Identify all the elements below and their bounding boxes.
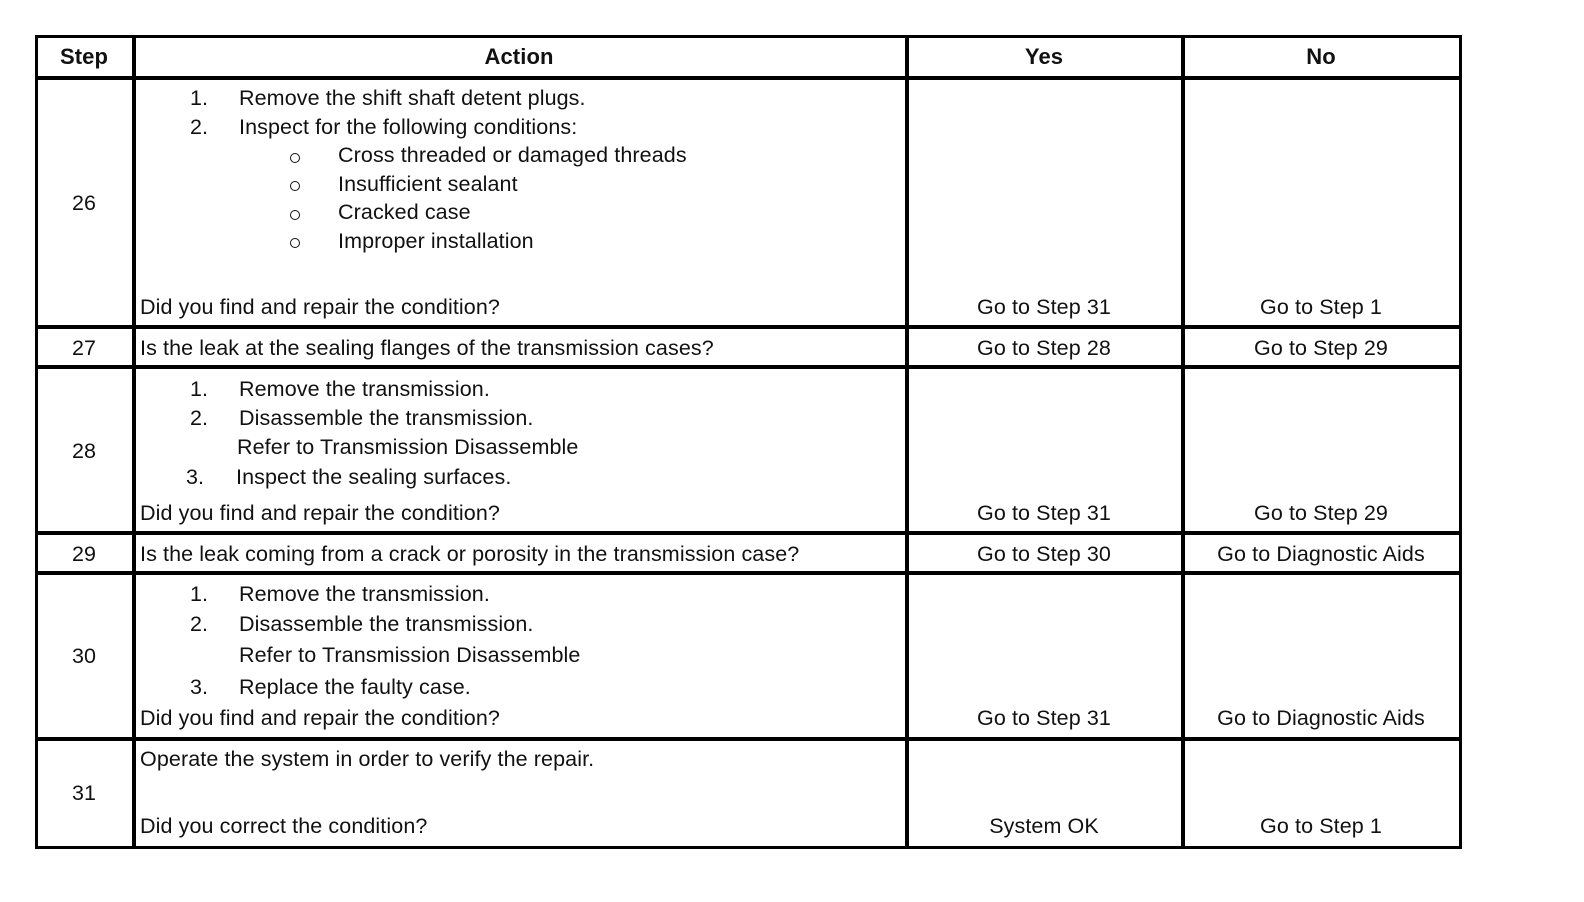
header-action: Action	[484, 44, 554, 69]
item-number: 2.	[190, 115, 209, 139]
sub-item-text: Cracked case	[338, 200, 471, 224]
yes-cell: Go to Step 30	[977, 542, 1111, 566]
step-number: 29	[71, 542, 97, 566]
sub-item-text: Cross threaded or damaged threads	[338, 143, 687, 167]
step-number: 30	[71, 644, 97, 668]
hollow-bullet-icon	[290, 210, 300, 220]
step-number: 26	[71, 191, 97, 215]
yes-cell: Go to Step 31	[977, 501, 1111, 525]
item-text: Replace the faulty case.	[239, 675, 471, 699]
row-divider	[38, 76, 1459, 80]
row-divider	[38, 737, 1459, 741]
step-number: 27	[71, 336, 97, 360]
sub-item-text: Insufficient sealant	[338, 172, 518, 196]
item-number: 1.	[190, 582, 209, 606]
row-divider	[38, 365, 1459, 369]
item-number: 2.	[190, 612, 209, 636]
yes-cell: Go to Step 31	[977, 295, 1111, 319]
item-text: Inspect the sealing surfaces.	[236, 465, 512, 489]
column-divider	[1181, 38, 1185, 846]
item-text: Remove the transmission.	[239, 582, 490, 606]
step-number: 31	[71, 781, 97, 805]
item-text: Refer to Transmission Disassemble	[239, 643, 581, 667]
sub-item-text: Improper installation	[338, 229, 534, 253]
question-text: Did you find and repair the condition?	[140, 501, 500, 525]
item-number: 3.	[190, 675, 209, 699]
intro-text: Operate the system in order to verify the repair.	[140, 747, 595, 771]
item-text: Inspect for the following conditions:	[239, 115, 578, 139]
column-divider	[132, 38, 136, 846]
yes-cell: Go to Step 28	[977, 336, 1111, 360]
question-text: Did you correct the condition?	[140, 814, 428, 838]
no-cell: Go to Step 1	[1260, 814, 1382, 838]
item-number: 2.	[190, 406, 209, 430]
no-cell: Go to Step 29	[1254, 336, 1388, 360]
question-text: Did you find and repair the condition?	[140, 706, 500, 730]
item-number: 1.	[190, 377, 209, 401]
item-text: Remove the transmission.	[239, 377, 490, 401]
yes-cell: System OK	[989, 814, 1099, 838]
no-cell: Go to Diagnostic Aids	[1217, 542, 1425, 566]
row-divider	[38, 571, 1459, 575]
header-yes: Yes	[1024, 44, 1064, 69]
item-text: Remove the shift shaft detent plugs.	[239, 86, 586, 110]
step-number: 28	[71, 439, 97, 463]
question-text: Did you find and repair the condition?	[140, 295, 500, 319]
question-text: Is the leak coming from a crack or porosity in the transmission case?	[140, 542, 800, 566]
no-cell: Go to Diagnostic Aids	[1217, 706, 1425, 730]
column-divider	[905, 38, 909, 846]
row-divider	[38, 531, 1459, 535]
item-number: 1.	[190, 86, 209, 110]
item-text: Refer to Transmission Disassemble	[237, 435, 579, 459]
yes-cell: Go to Step 31	[977, 706, 1111, 730]
item-text: Disassemble the transmission.	[239, 406, 534, 430]
hollow-bullet-icon	[290, 153, 300, 163]
header-step: Step	[59, 44, 109, 69]
hollow-bullet-icon	[290, 238, 300, 248]
item-number: 3.	[186, 465, 205, 489]
item-text: Disassemble the transmission.	[239, 612, 534, 636]
row-divider	[38, 325, 1459, 329]
hollow-bullet-icon	[290, 181, 300, 191]
no-cell: Go to Step 29	[1254, 501, 1388, 525]
header-no: No	[1306, 44, 1336, 69]
no-cell: Go to Step 1	[1260, 295, 1382, 319]
question-text: Is the leak at the sealing flanges of the transmission cases?	[140, 336, 714, 360]
